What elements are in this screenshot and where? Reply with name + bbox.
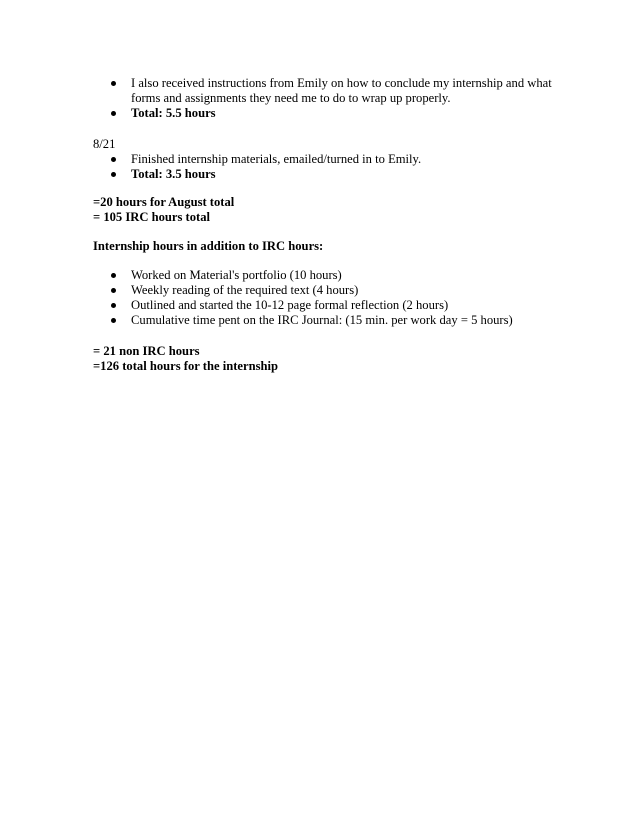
list-item	[93, 152, 553, 167]
list-item	[93, 106, 553, 121]
section-2	[93, 137, 553, 182]
bullet-icon	[111, 81, 116, 86]
list-item	[93, 268, 553, 283]
section-1-list	[93, 76, 553, 121]
bullet-icon	[111, 111, 116, 116]
bullet-icon	[111, 303, 116, 308]
list-item	[93, 298, 553, 313]
totals-2	[93, 344, 553, 374]
list-item	[93, 283, 553, 298]
bullet-icon	[111, 172, 116, 177]
irc-total: = 105 IRC hours total	[93, 210, 211, 224]
bullet-text: Weekly reading of the required text (4 hours)	[131, 283, 359, 297]
bullet-icon	[111, 318, 116, 323]
bullet-icon	[111, 157, 116, 162]
totals-1	[93, 195, 553, 225]
additional-list	[93, 268, 553, 328]
additional-section	[93, 268, 553, 328]
bullet-text: Finished internship materials, emailed/turned in to Emily.	[131, 152, 422, 166]
section-2-list	[93, 152, 553, 182]
august-total: =20 hours for August total	[93, 195, 235, 209]
bullet-icon	[111, 273, 116, 278]
total-text: Total: 5.5 hours	[131, 106, 216, 120]
bullet-text: I also received instructions from Emily on how to conclude my internship and what forms and assignments they need me to do to wrap up properly.	[131, 76, 552, 105]
bullet-text: Cumulative time pent on the IRC Journal: (15 min. per work day = 5 hours)	[131, 313, 513, 327]
list-item	[93, 167, 553, 182]
internship-total: =126 total hours for the internship	[93, 359, 279, 373]
total-text: Total: 3.5 hours	[131, 167, 216, 181]
list-item	[93, 313, 553, 328]
non-irc-total: = 21 non IRC hours	[93, 344, 200, 358]
list-item	[93, 76, 553, 106]
bullet-text: Worked on Material's portfolio (10 hours)	[131, 268, 342, 282]
bullet-text: Outlined and started the 10-12 page formal reflection (2 hours)	[131, 298, 449, 312]
date-label: 8/21	[93, 137, 116, 151]
section-1	[93, 76, 553, 121]
bullet-icon	[111, 288, 116, 293]
additional-heading: Internship hours in addition to IRC hours:	[93, 239, 324, 253]
